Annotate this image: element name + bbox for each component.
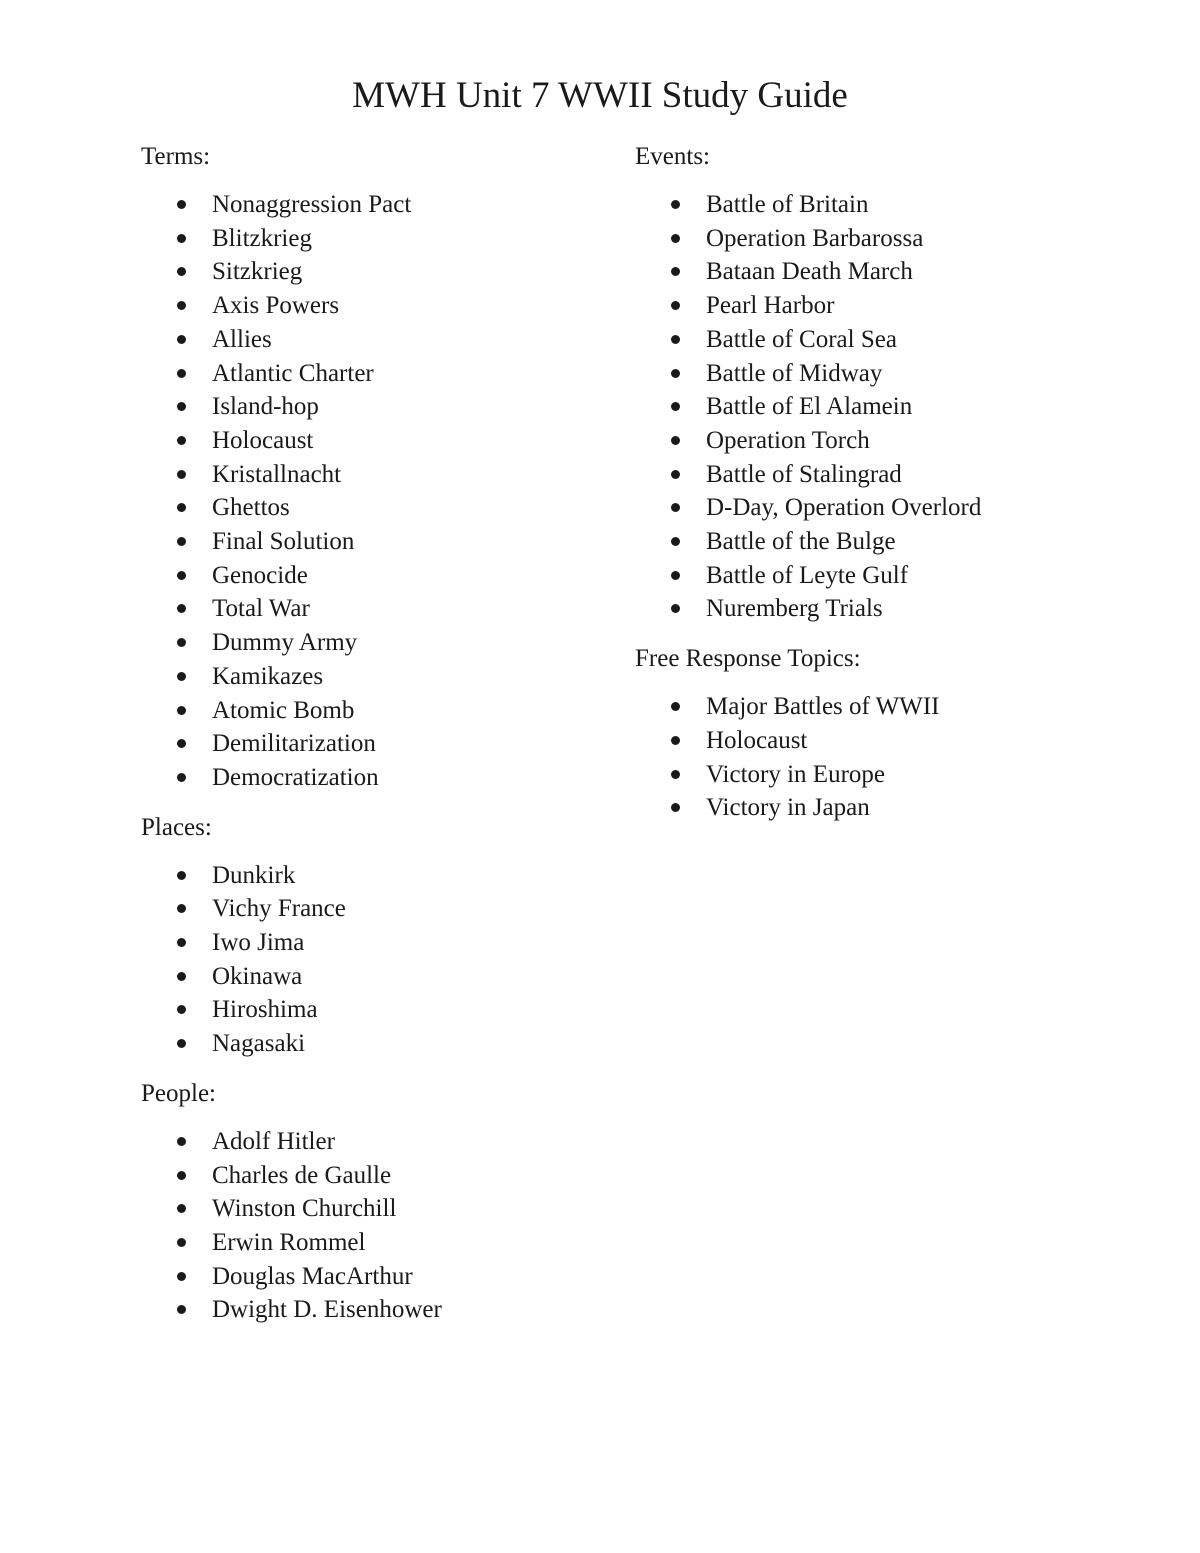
free-response-item <box>635 724 1105 758</box>
bullet-icon <box>177 773 186 782</box>
term-item-label: Democratization <box>212 763 379 791</box>
term-item <box>141 525 611 559</box>
bullet-icon <box>177 638 186 647</box>
free-response-heading: Free Response Topics: <box>635 645 861 673</box>
event-item <box>635 357 1105 391</box>
term-item-label: Kristallnacht <box>212 460 342 488</box>
terms-section <box>141 140 611 795</box>
bullet-icon <box>671 369 680 378</box>
people-section <box>141 1077 611 1327</box>
free-response-list <box>635 690 1105 825</box>
terms-list <box>141 188 611 795</box>
term-item-label: Final Solution <box>212 528 355 556</box>
person-item-label: Dwight D. Eisenhower <box>212 1296 442 1324</box>
event-item <box>635 390 1105 424</box>
bullet-icon <box>671 702 680 711</box>
bullet-icon <box>177 369 186 378</box>
term-item <box>141 222 611 256</box>
bullet-icon <box>177 436 186 445</box>
event-item-label: Nuremberg Trials <box>706 595 883 623</box>
term-item <box>141 660 611 694</box>
event-item-label: Battle of Leyte Gulf <box>706 561 909 589</box>
bullet-icon <box>177 301 186 310</box>
term-item <box>141 255 611 289</box>
bullet-icon <box>177 267 186 276</box>
people-heading: People: <box>141 1079 216 1107</box>
term-item-label: Sitzkrieg <box>212 258 303 286</box>
bullet-icon <box>671 503 680 512</box>
term-item <box>141 761 611 795</box>
term-item-label: Nonaggression Pact <box>212 191 412 218</box>
page-title: MWH Unit 7 WWII Study Guide <box>352 75 848 116</box>
left-column <box>141 140 611 1343</box>
term-item <box>141 626 611 660</box>
places-section <box>141 811 611 1061</box>
term-item-label: Atlantic Charter <box>212 359 374 387</box>
events-heading: Events: <box>635 143 710 170</box>
person-item-label: Adolf Hitler <box>212 1127 335 1155</box>
bullet-icon <box>177 537 186 546</box>
bullet-icon <box>671 770 680 779</box>
place-item-label: Iwo Jima <box>212 929 305 957</box>
term-item <box>141 357 611 391</box>
person-item-label: Winston Churchill <box>212 1195 397 1223</box>
bullet-icon <box>671 200 680 209</box>
event-item-label: Operation Torch <box>706 426 870 454</box>
term-item-label: Allies <box>212 325 272 353</box>
bullet-icon <box>671 436 680 445</box>
bullet-icon <box>671 470 680 479</box>
bullet-icon <box>671 301 680 310</box>
person-item <box>141 1125 611 1159</box>
bullet-icon <box>177 1171 186 1180</box>
bullet-icon <box>177 706 186 715</box>
place-item <box>141 1027 611 1061</box>
place-item <box>141 993 611 1027</box>
bullet-icon <box>177 1272 186 1281</box>
terms-heading: Terms: <box>141 143 211 170</box>
bullet-icon <box>177 335 186 344</box>
bullet-icon <box>671 736 680 745</box>
event-item <box>635 458 1105 492</box>
bullet-icon <box>671 234 680 243</box>
places-heading: Places: <box>141 813 212 841</box>
place-item <box>141 892 611 926</box>
bullet-icon <box>671 803 680 812</box>
bullet-icon <box>177 571 186 580</box>
bullet-icon <box>177 470 186 479</box>
free-response-item-label: Holocaust <box>706 726 808 754</box>
term-item <box>141 559 611 593</box>
right-column <box>635 140 1105 841</box>
person-item <box>141 1260 611 1294</box>
event-item-label: Battle of El Alamein <box>706 393 913 421</box>
events-list <box>635 188 1105 626</box>
event-item-label: D-Day, Operation Overlord <box>706 494 982 522</box>
term-item <box>141 592 611 626</box>
place-item <box>141 859 611 893</box>
event-item <box>635 323 1105 357</box>
free-response-item-label: Victory in Japan <box>706 794 870 822</box>
term-item <box>141 390 611 424</box>
term-item-label: Genocide <box>212 561 308 589</box>
term-item-label: Kamikazes <box>212 662 324 690</box>
event-item <box>635 525 1105 559</box>
free-response-item <box>635 791 1105 825</box>
term-item <box>141 424 611 458</box>
place-item-label: Okinawa <box>212 962 303 990</box>
event-item <box>635 289 1105 323</box>
event-item-label: Battle of Britain <box>706 191 869 218</box>
person-item-label: Charles de Gaulle <box>212 1161 392 1189</box>
bullet-icon <box>671 604 680 613</box>
term-item-label: Holocaust <box>212 426 314 454</box>
event-item <box>635 222 1105 256</box>
term-item <box>141 188 611 222</box>
event-item <box>635 491 1105 525</box>
event-item-label: Battle of Midway <box>706 359 883 387</box>
term-item-label: Dummy Army <box>212 629 358 657</box>
bullet-icon <box>177 1137 186 1146</box>
bullet-icon <box>177 672 186 681</box>
bullet-icon <box>671 537 680 546</box>
bullet-icon <box>177 402 186 411</box>
event-item <box>635 559 1105 593</box>
bullet-icon <box>177 904 186 913</box>
term-item-label: Blitzkrieg <box>212 224 312 252</box>
place-item-label: Dunkirk <box>212 861 296 889</box>
bullet-icon <box>177 604 186 613</box>
place-item-label: Vichy France <box>212 895 346 923</box>
bullet-icon <box>671 335 680 344</box>
person-item-label: Erwin Rommel <box>212 1228 366 1256</box>
place-item-label: Hiroshima <box>212 996 318 1024</box>
bullet-icon <box>671 402 680 411</box>
term-item-label: Ghettos <box>212 494 290 522</box>
free-response-item-label: Major Battles of WWII <box>706 693 940 721</box>
free-response-item-label: Victory in Europe <box>706 760 886 788</box>
bullet-icon <box>177 871 186 880</box>
person-item <box>141 1159 611 1193</box>
free-response-item <box>635 690 1105 724</box>
term-item-label: Axis Powers <box>212 292 340 320</box>
event-item <box>635 188 1105 222</box>
bullet-icon <box>177 234 186 243</box>
term-item <box>141 289 611 323</box>
bullet-icon <box>177 1238 186 1247</box>
bullet-icon <box>671 267 680 276</box>
event-item <box>635 255 1105 289</box>
bullet-icon <box>177 938 186 947</box>
place-item-label: Nagasaki <box>212 1030 306 1058</box>
event-item-label: Battle of the Bulge <box>706 528 896 556</box>
event-item-label: Bataan Death March <box>706 258 913 286</box>
bullet-icon <box>177 1305 186 1314</box>
people-list <box>141 1125 611 1327</box>
event-item-label: Battle of Coral Sea <box>706 325 897 353</box>
event-item-label: Battle of Stalingrad <box>706 460 902 488</box>
term-item <box>141 458 611 492</box>
bullet-icon <box>177 972 186 981</box>
bullet-icon <box>177 739 186 748</box>
free-response-item <box>635 758 1105 792</box>
event-item <box>635 424 1105 458</box>
term-item-label: Total War <box>212 595 310 623</box>
term-item-label: Demilitarization <box>212 730 376 758</box>
events-section <box>635 140 1105 626</box>
event-item <box>635 592 1105 626</box>
event-item-label: Pearl Harbor <box>706 292 835 320</box>
term-item-label: Atomic Bomb <box>212 696 355 724</box>
place-item <box>141 926 611 960</box>
person-item-label: Douglas MacArthur <box>212 1262 413 1290</box>
event-item-label: Operation Barbarossa <box>706 224 924 252</box>
place-item <box>141 960 611 994</box>
person-item <box>141 1226 611 1260</box>
bullet-icon <box>177 1204 186 1213</box>
places-list <box>141 859 611 1061</box>
term-item-label: Island-hop <box>212 393 319 421</box>
term-item <box>141 727 611 761</box>
term-item <box>141 694 611 728</box>
person-item <box>141 1293 611 1327</box>
bullet-icon <box>177 1005 186 1014</box>
free-response-section <box>635 642 1105 825</box>
bullet-icon <box>671 571 680 580</box>
bullet-icon <box>177 1039 186 1048</box>
bullet-icon <box>177 200 186 209</box>
person-item <box>141 1192 611 1226</box>
bullet-icon <box>177 503 186 512</box>
term-item <box>141 323 611 357</box>
term-item <box>141 491 611 525</box>
